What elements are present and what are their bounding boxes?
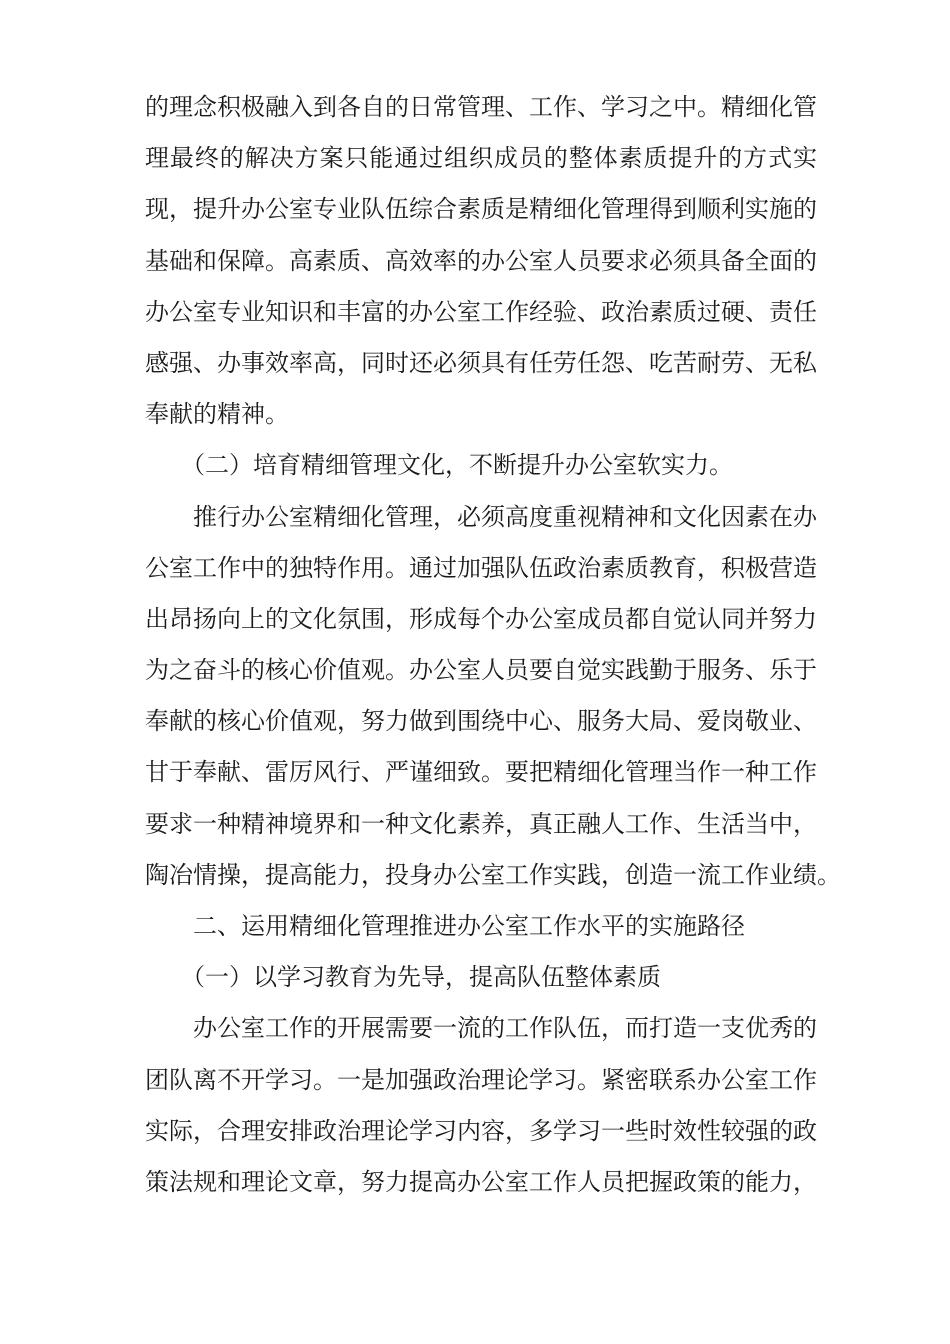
text-line: 理最终的解决方案只能通过组织成员的整体素质提升的方式实 bbox=[145, 144, 817, 173]
text-line: 现，提升办公室专业队伍综合素质是精细化管理得到顺利实施的 bbox=[145, 195, 817, 224]
text-line: 基础和保障。高素质、高效率的办公室人员要求必须具备全面的 bbox=[145, 246, 817, 275]
paragraph-3 bbox=[145, 1003, 817, 1208]
text-line: 推行办公室精细化管理，必须高度重视精神和文化因素在办 bbox=[193, 502, 817, 531]
document-body bbox=[145, 82, 841, 1208]
text-line: 奉献的核心价值观，努力做到围绕中心、服务大局、爱岗敬业、 bbox=[145, 707, 817, 736]
text-line: 策法规和理论文章，努力提高办公室工作人员把握政策的能力， bbox=[145, 1167, 817, 1196]
text-line: 要求一种精神境界和一种文化素养，真正融人工作、生活当中， bbox=[145, 809, 817, 838]
text-line: 为之奋斗的核心价值观。办公室人员要自觉实践勤于服务、乐于 bbox=[145, 656, 817, 685]
text-line: 办公室工作的开展需要一流的工作队伍，而打造一支优秀的 bbox=[193, 1014, 817, 1043]
text-line: 实际，合理安排政治理论学习内容，多学习一些时效性较强的政 bbox=[145, 1116, 817, 1145]
text-line: 的理念积极融入到各自的日常管理、工作、学习之中。精细化管 bbox=[145, 93, 817, 121]
text-line: 公室工作中的独特作用。通过加强队伍政治素质教育，积极营造 bbox=[145, 553, 817, 582]
text-line: 陶冶情操，提高能力，投身办公室工作实践，创造一流工作业绩。 bbox=[145, 860, 841, 889]
chapter-heading: 二、运用精细化管理推进办公室工作水平的实施路径 bbox=[193, 912, 745, 940]
text-line: 团队离不开学习。一是加强政治理论学习。紧密联系办公室工作 bbox=[145, 1065, 817, 1094]
text-line: 出昂扬向上的文化氛围，形成每个办公室成员都自觉认同并努力 bbox=[145, 604, 817, 633]
section-heading-2: （二）培育精细管理文化，不断提升办公室软实力。 bbox=[181, 451, 733, 480]
text-line: 感强、办事效率高，同时还必须具有任劳任怨、吃苦耐劳、无私 bbox=[145, 348, 817, 377]
text-line: 甘于奉献、雷厉风行、严谨细致。要把精细化管理当作一种工作 bbox=[145, 758, 817, 787]
section-heading-1: （一）以学习教育为先导，提高队伍整体素质 bbox=[181, 963, 661, 992]
text-line: 奉献的精神。 bbox=[145, 400, 289, 429]
paragraph-1 bbox=[145, 82, 817, 440]
text-line: 办公室专业知识和丰富的办公室工作经验、政治素质过硬、责任 bbox=[145, 297, 817, 326]
paragraph-2 bbox=[145, 492, 841, 902]
